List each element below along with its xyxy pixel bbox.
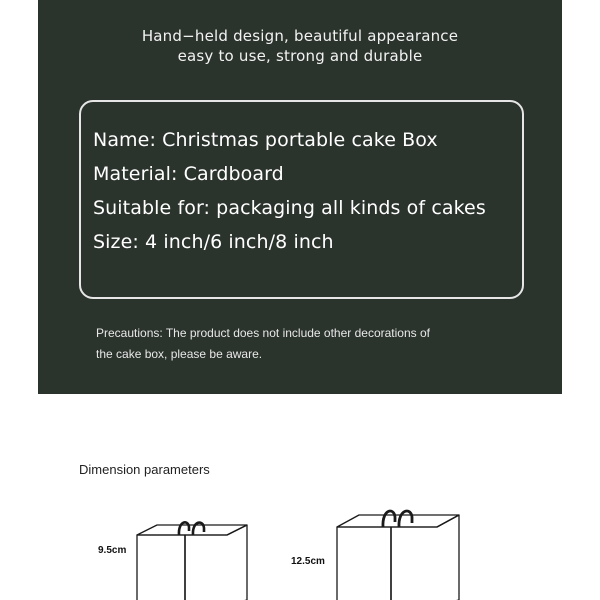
spec-name: Name: Christmas portable cake Box — [93, 129, 438, 151]
tagline-line-2: easy to use, strong and durable — [177, 47, 423, 65]
tagline-line-1: Hand−held design, beautiful appearance — [141, 27, 459, 45]
spec-size: Size: 4 inch/6 inch/8 inch — [93, 231, 334, 253]
spec-material: Material: Cardboard — [93, 163, 284, 185]
small-box-illustration — [130, 515, 260, 600]
precaution-line-1: Precautions: The product does not include other decorations of — [96, 326, 430, 340]
dimension-title: Dimension parameters — [79, 462, 210, 477]
small-box-height-label: 9.5cm — [98, 545, 127, 556]
large-box-height-label: 12.5cm — [291, 556, 325, 567]
precaution-line-2: the cake box, please be aware. — [96, 347, 263, 361]
large-box-illustration — [333, 505, 473, 600]
spec-suitable-for: Suitable for: packaging all kinds of cakes — [93, 197, 486, 219]
